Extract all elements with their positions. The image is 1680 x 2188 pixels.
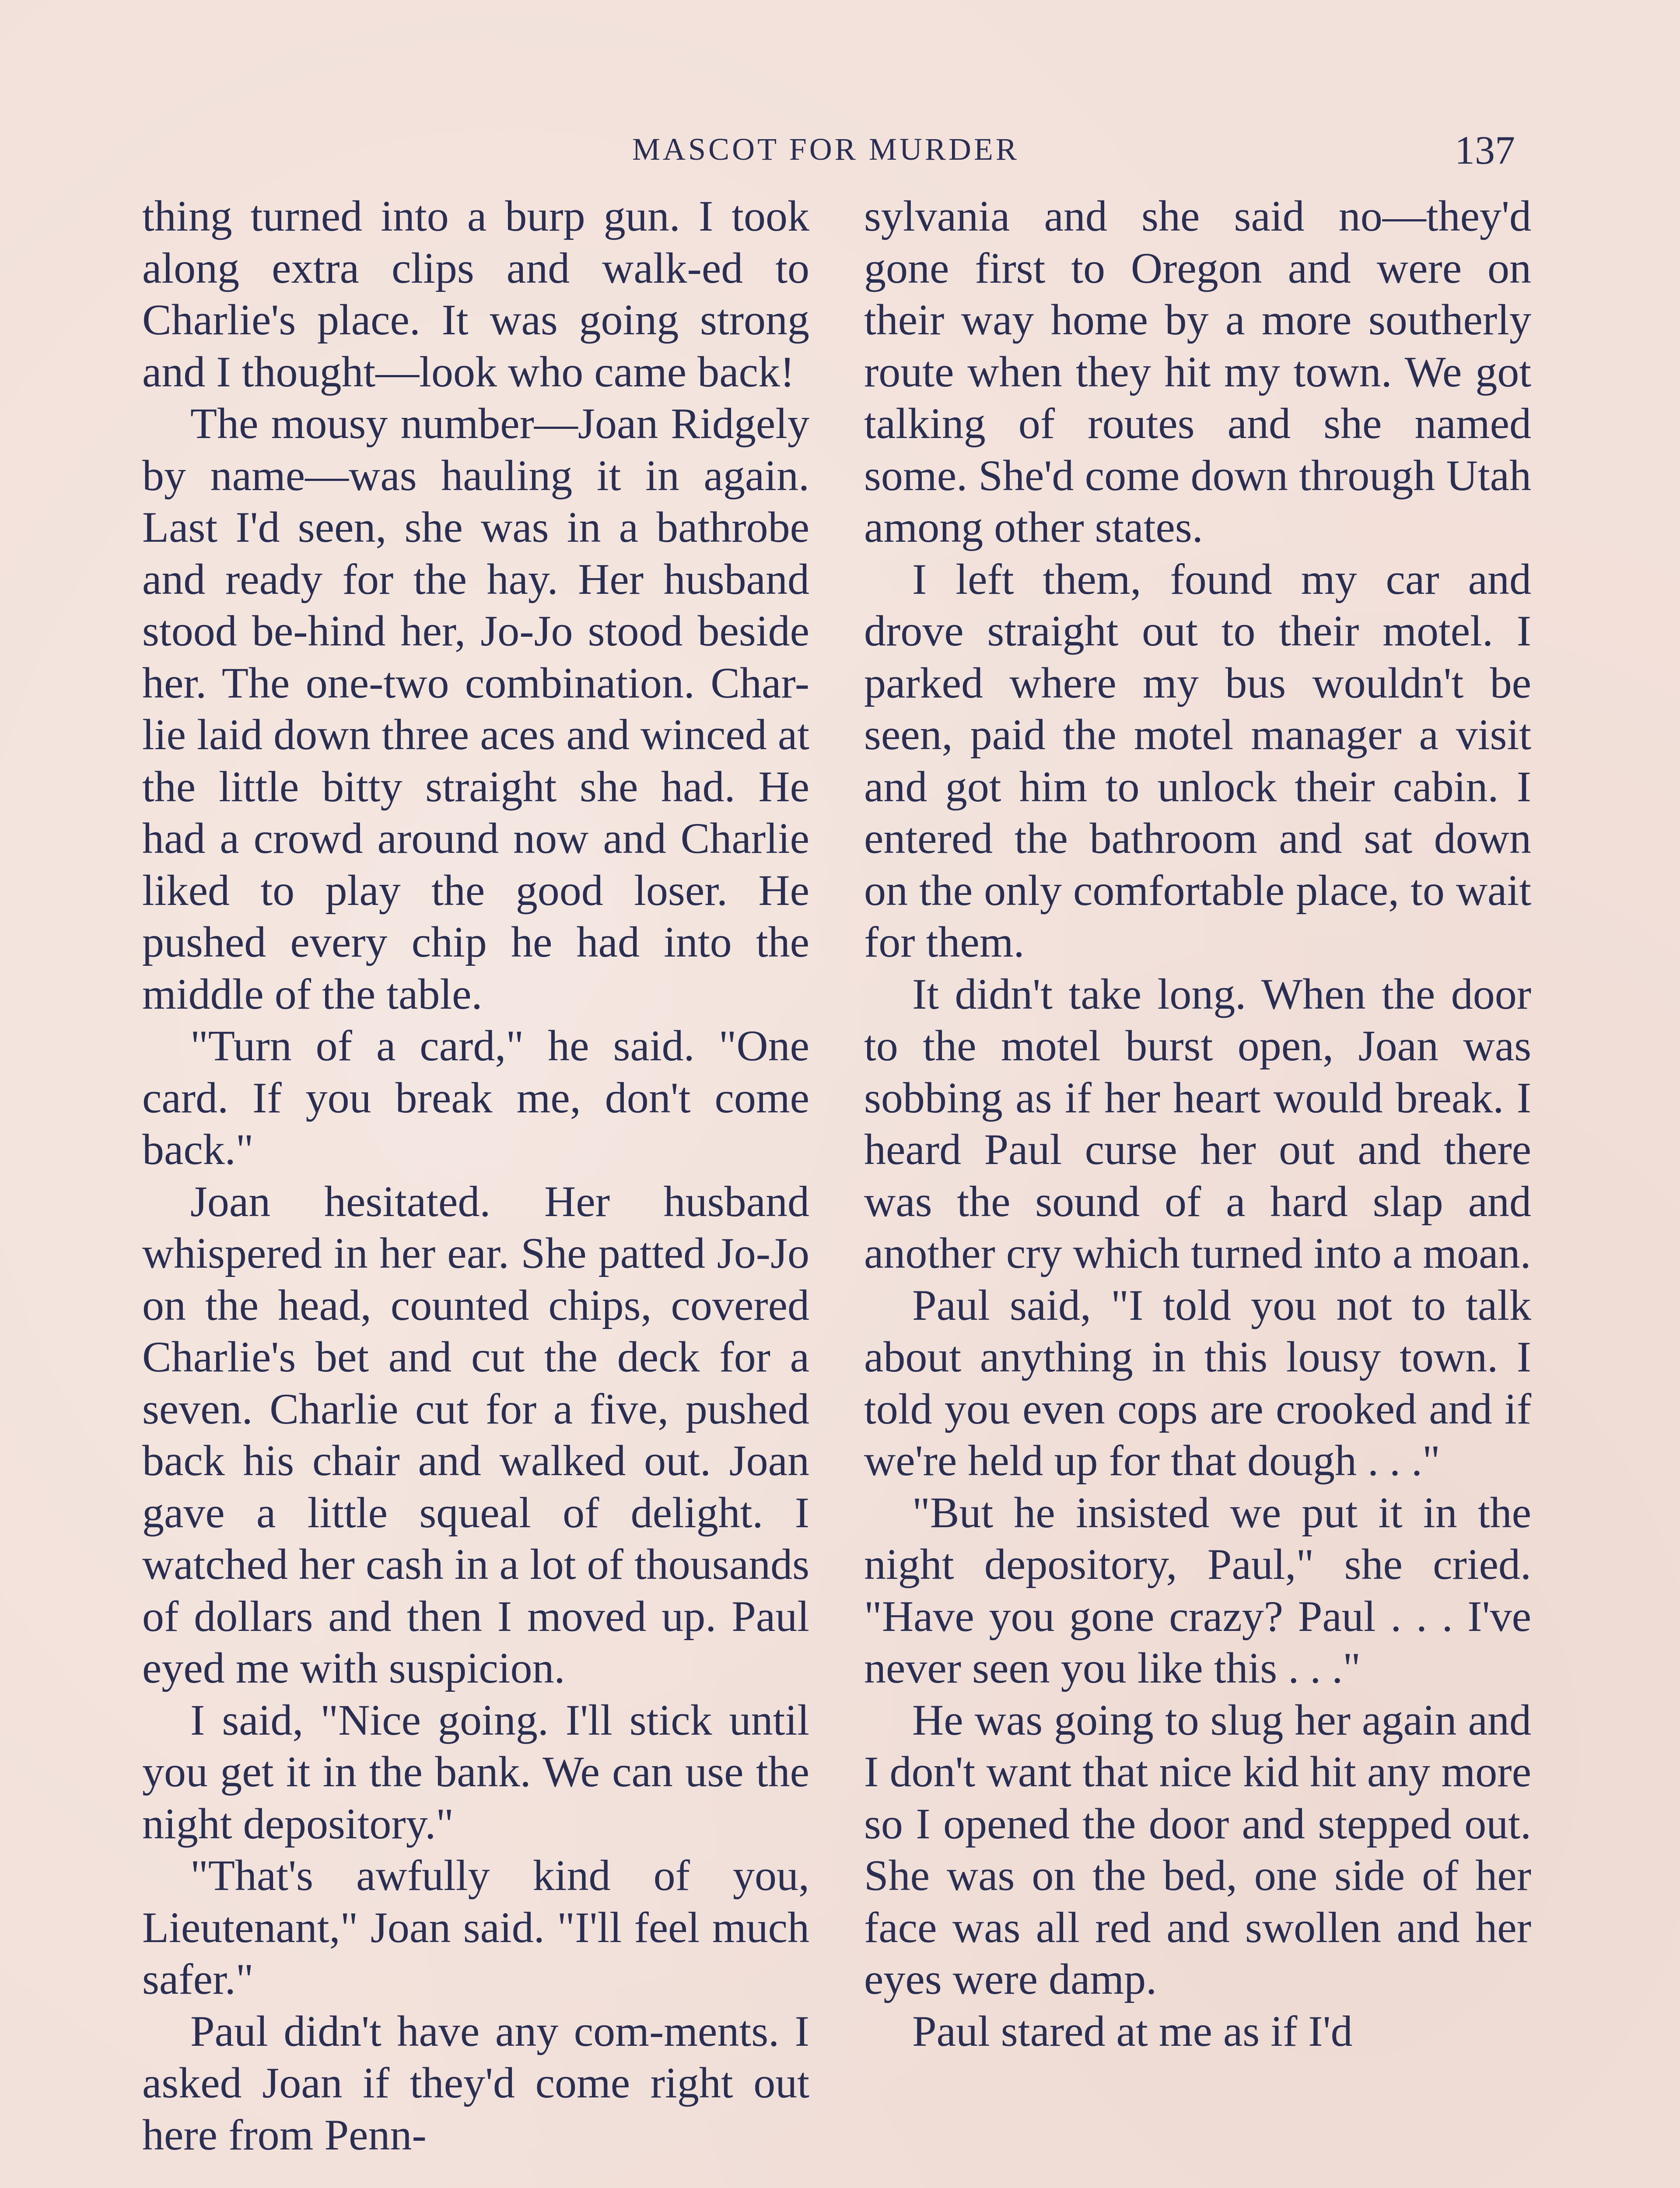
running-head: MASCOT FOR MURDER xyxy=(632,132,1019,167)
page-number: 137 xyxy=(1455,128,1515,172)
paragraph: Joan hesitated. Her husband whispered in her ear. She patted Jo-Jo on the head, counted chips, covered Charlie's bet and cut the deck for a seven. Charlie cut for a five, pushed back his chair and walked out. Joan gave a little squeal of delight. I watched her cash in a lot of thousands of dollars and then I moved up. Paul eyed me with suspicion. xyxy=(142,1177,809,1692)
paragraph: "But he insisted we put it in the night depository, Paul," she cried. "Have you gone crazy? Paul . . . I've never seen you like this . . ." xyxy=(864,1488,1531,1692)
paragraph: Paul said, "I told you not to talk about anything in this lousy town. I told you even cops are crooked and if we're held up for that dough . . ." xyxy=(864,1280,1531,1485)
right-column xyxy=(864,190,1531,2057)
paragraph: "That's awfully kind of you, Lieutenant," Joan said. "I'll feel much safer." xyxy=(142,1851,809,2003)
paragraph: "Turn of a card," he said. "One card. If you break me, don't come back." xyxy=(142,1021,809,1174)
paragraph: Paul didn't have any com-ments. I asked Joan if they'd come right out here from Penn- xyxy=(142,2006,809,2159)
paragraph: I left them, found my car and drove straight out to their motel. I parked where my bus wouldn't be seen, paid the motel manager a visit and got him to unlock their cabin. I entered the bathroom and sat down on the only comfortable place, to wait for them. xyxy=(864,554,1531,966)
paragraph: He was going to slug her again and I don't want that nice kid hit any more so I opened the door and stepped out. She was on the bed, one side of her face was all red and swollen and her eyes were damp. xyxy=(864,1695,1531,2003)
paragraph: The mousy number—Joan Ridgely by name—was hauling it in again. Last I'd seen, she was in a bathrobe and ready for the hay. Her husband stood be-hind her, Jo-Jo stood beside her. The one-two combination. Char-lie laid down three aces and winced at the little bitty straight she had. He had a crowd around now and Charlie liked to play the good loser. He pushed every chip he had into the middle of the table. xyxy=(142,399,809,1018)
paragraph: thing turned into a burp gun. I took along extra clips and walk-ed to Charlie's place. It was going strong and I thought—look who came back! xyxy=(142,192,809,396)
paragraph: It didn't take long. When the door to the motel burst open, Joan was sobbing as if her heart would break. I heard Paul curse her out and there was the sound of a hard slap and another cry which turned into a moan. xyxy=(864,969,1531,1277)
left-column xyxy=(142,190,809,2161)
paragraph: Paul stared at me as if I'd xyxy=(912,2006,1353,2055)
paragraph: sylvania and she said no—they'd gone first to Oregon and were on their way home by a more southerly route when they hit my town. We got talking of routes and she named some. She'd come down through Utah among other states. xyxy=(864,192,1531,551)
paragraph: I said, "Nice going. I'll stick until you get it in the bank. We can use the night depository." xyxy=(142,1695,809,1848)
